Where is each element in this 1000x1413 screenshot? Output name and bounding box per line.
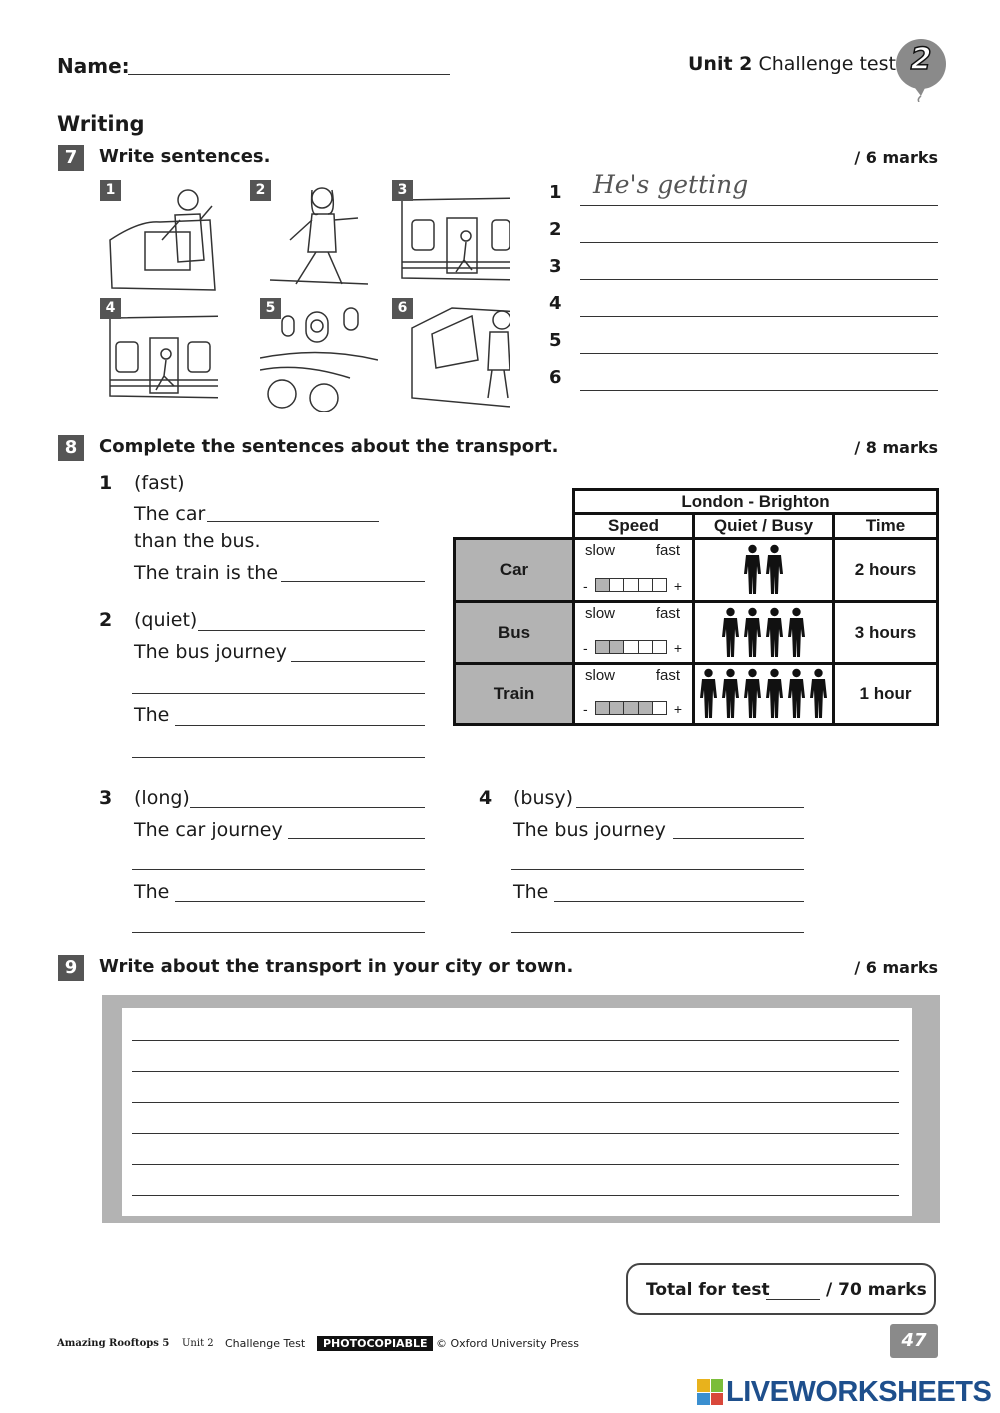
- person-icon: [765, 544, 784, 596]
- item-3-line-a[interactable]: [190, 807, 425, 808]
- speed-fast-label: fast: [655, 542, 680, 559]
- table-row-train-label: Train: [453, 662, 575, 726]
- busy-cell-bus: [692, 600, 835, 665]
- person-icon: [743, 668, 762, 720]
- name-label: Name:: [57, 54, 130, 78]
- line-number: 2: [549, 219, 562, 240]
- writing-box-frame: [102, 995, 940, 1223]
- liveworksheets-brand[interactable]: LIVEWORKSHEETS: [726, 1376, 992, 1408]
- person-icon: [809, 668, 828, 720]
- person-icon: [699, 668, 718, 720]
- item-3-number: 3: [99, 787, 113, 809]
- question-8-number: 8: [58, 435, 84, 461]
- speed-bar: [595, 701, 667, 715]
- answer-line-1[interactable]: [580, 205, 938, 206]
- item-3-line-d[interactable]: [175, 901, 425, 902]
- writing-line[interactable]: [132, 1164, 899, 1165]
- speed-plus-label: +: [673, 578, 682, 594]
- page-number: 47: [890, 1324, 938, 1358]
- table-row-car-label: Car: [453, 537, 575, 603]
- writing-line[interactable]: [132, 1071, 899, 1072]
- speed-minus-label: -: [583, 578, 588, 594]
- speed-bar-segment: [653, 702, 666, 714]
- picture-label: 5: [260, 298, 281, 319]
- speed-bar: [595, 578, 667, 592]
- writing-line[interactable]: [132, 1102, 899, 1103]
- person-icon: [765, 668, 784, 720]
- item-2-prompt-2: The: [134, 704, 170, 726]
- line-number: 5: [549, 330, 562, 351]
- speed-plus-label: +: [673, 640, 682, 656]
- item-4-number: 4: [479, 787, 493, 809]
- line-number: 6: [549, 367, 562, 388]
- speed-slow-label: slow: [585, 667, 616, 684]
- person-icon: [765, 607, 784, 659]
- writing-line[interactable]: [132, 1133, 899, 1134]
- speed-minus-label: -: [583, 701, 588, 717]
- unit-badge-number: 2: [910, 42, 932, 77]
- item-1-number: 1: [99, 472, 113, 494]
- busy-cell-train: [692, 662, 835, 726]
- question-7-number: 7: [58, 145, 84, 171]
- speed-bar-segment: [639, 641, 653, 653]
- table-title: London - Brighton: [572, 488, 939, 515]
- line-number: 1: [549, 182, 562, 203]
- table-header-time: Time: [832, 512, 939, 540]
- person-icon: [743, 607, 762, 659]
- item-1-prompt: The car: [134, 503, 206, 525]
- speed-fast-label: fast: [655, 667, 680, 684]
- speed-bar-segment: [653, 579, 666, 591]
- table-row-bus-label: Bus: [453, 600, 575, 665]
- speed-bar-segment: [610, 579, 624, 591]
- busy-cell-car: [692, 537, 835, 603]
- item-2-cue: (quiet): [134, 609, 198, 631]
- item-4-line-e[interactable]: [511, 932, 804, 933]
- writing-line[interactable]: [132, 1195, 899, 1196]
- total-marks: / 70 marks: [826, 1280, 927, 1300]
- question-8-marks: / 8 marks: [854, 438, 938, 457]
- question-7-marks: / 6 marks: [854, 148, 938, 167]
- item-4-line-c[interactable]: [511, 869, 804, 870]
- picture-2-woman-walking: [250, 180, 368, 294]
- table-header-speed: Speed: [572, 512, 695, 540]
- example-answer: He's getting: [593, 170, 749, 199]
- item-4-prompt-2: The: [513, 881, 549, 903]
- test-name: Challenge test: [758, 53, 896, 75]
- answer-line-3[interactable]: [580, 279, 938, 280]
- question-8-title: Complete the sentences about the transport.: [99, 436, 559, 457]
- item-3-line-c[interactable]: [132, 869, 425, 870]
- item-4-prompt: The bus journey: [513, 819, 666, 841]
- unit-balloon-badge: [895, 36, 949, 102]
- picture-4-girl-getting-off-train: [100, 298, 218, 412]
- answer-line-5[interactable]: [580, 353, 938, 354]
- person-icon: [787, 668, 806, 720]
- item-3-prompt-2: The: [134, 881, 170, 903]
- footer-test: Challenge Test: [225, 1337, 306, 1350]
- person-icon: [721, 668, 740, 720]
- item-1-line-b[interactable]: [281, 581, 425, 582]
- total-label: Total for test: [646, 1280, 770, 1300]
- item-2-line-b[interactable]: [291, 661, 425, 662]
- item-2-line-a[interactable]: [198, 630, 425, 631]
- speed-plus-label: +: [673, 701, 682, 717]
- answer-line-2[interactable]: [580, 242, 938, 243]
- item-2-line-e[interactable]: [132, 757, 425, 758]
- speed-cell-bus: [572, 600, 695, 665]
- question-9-marks: / 6 marks: [854, 958, 938, 977]
- footer-copyright: © Oxford University Press: [436, 1337, 580, 1350]
- answer-line-4[interactable]: [580, 316, 938, 317]
- footer-unit: Unit 2: [182, 1338, 214, 1349]
- speed-cell-car: [572, 537, 695, 603]
- item-3-prompt: The car journey: [134, 819, 283, 841]
- speed-cell-train: [572, 662, 695, 726]
- question-9-title: Write about the transport in your city or town.: [99, 956, 574, 977]
- item-1-prompt-2: The train is the: [134, 562, 279, 584]
- item-2-line-d[interactable]: [175, 725, 425, 726]
- person-icon: [743, 544, 762, 596]
- speed-bar: [595, 640, 667, 654]
- speed-bar-segment: [596, 579, 610, 591]
- item-4-line-b[interactable]: [673, 838, 804, 839]
- item-3-line-b[interactable]: [288, 838, 425, 839]
- unit-number: Unit 2: [688, 53, 753, 75]
- item-1-continuation: than the bus.: [134, 530, 261, 552]
- question-7-title: Write sentences.: [99, 146, 271, 167]
- people-group: [743, 544, 784, 596]
- question-9-number: 9: [58, 955, 84, 981]
- item-1-line-a[interactable]: [207, 521, 379, 522]
- writing-line[interactable]: [132, 1040, 899, 1041]
- section-title: Writing: [57, 112, 145, 136]
- speed-bar-segment: [610, 702, 624, 714]
- speed-bar-segment: [624, 579, 638, 591]
- speed-slow-label: slow: [585, 605, 616, 622]
- speed-bar-segment: [653, 641, 666, 653]
- item-3-cue: (long): [134, 787, 190, 809]
- footer-book: Amazing Rooftops 5: [57, 1338, 170, 1349]
- picture-5-man-on-plane: [260, 298, 378, 412]
- people-group: [699, 668, 828, 720]
- answer-line-6[interactable]: [580, 390, 938, 391]
- person-icon: [721, 607, 740, 659]
- speed-bar-segment: [596, 702, 610, 714]
- unit-title: [688, 53, 896, 75]
- item-3-line-e[interactable]: [132, 932, 425, 933]
- line-number: 3: [549, 256, 562, 277]
- speed-bar-segment: [624, 641, 638, 653]
- item-1-cue: (fast): [134, 472, 185, 494]
- item-4-cue: (busy): [513, 787, 574, 809]
- item-4-line-d[interactable]: [554, 901, 804, 902]
- total-input-line[interactable]: [766, 1299, 820, 1300]
- person-icon: [787, 607, 806, 659]
- picture-label: 4: [100, 298, 121, 319]
- table-header-quiet-busy: Quiet / Busy: [692, 512, 835, 540]
- speed-minus-label: -: [583, 640, 588, 656]
- picture-label: 1: [100, 180, 121, 201]
- picture-label: 3: [392, 180, 413, 201]
- line-number: 4: [549, 293, 562, 314]
- item-2-line-c[interactable]: [132, 693, 425, 694]
- speed-bar-segment: [596, 641, 610, 653]
- liveworksheets-logo-icon: [697, 1379, 723, 1405]
- item-4-line-a[interactable]: [576, 807, 804, 808]
- speed-slow-label: slow: [585, 542, 616, 559]
- people-group: [721, 607, 806, 659]
- picture-label: 6: [392, 298, 413, 319]
- picture-label: 2: [250, 180, 271, 201]
- footer-photocopiable: PHOTOCOPIABLE: [317, 1336, 433, 1351]
- item-2-number: 2: [99, 609, 113, 631]
- speed-bar-segment: [610, 641, 624, 653]
- name-input-line[interactable]: [128, 74, 450, 75]
- time-cell-car: 2 hours: [832, 537, 939, 603]
- speed-bar-segment: [639, 702, 653, 714]
- picture-3-boy-getting-on-train: [392, 180, 510, 294]
- item-2-prompt: The bus journey: [134, 641, 287, 663]
- picture-6-woman-getting-into-car: [392, 298, 510, 412]
- picture-1-man-getting-out-of-car: [100, 180, 218, 294]
- total-box: [626, 1263, 936, 1315]
- time-cell-train: 1 hour: [832, 662, 939, 726]
- speed-bar-segment: [624, 702, 638, 714]
- time-cell-bus: 3 hours: [832, 600, 939, 665]
- speed-bar-segment: [639, 579, 653, 591]
- writing-box[interactable]: [122, 1008, 912, 1216]
- speed-fast-label: fast: [655, 605, 680, 622]
